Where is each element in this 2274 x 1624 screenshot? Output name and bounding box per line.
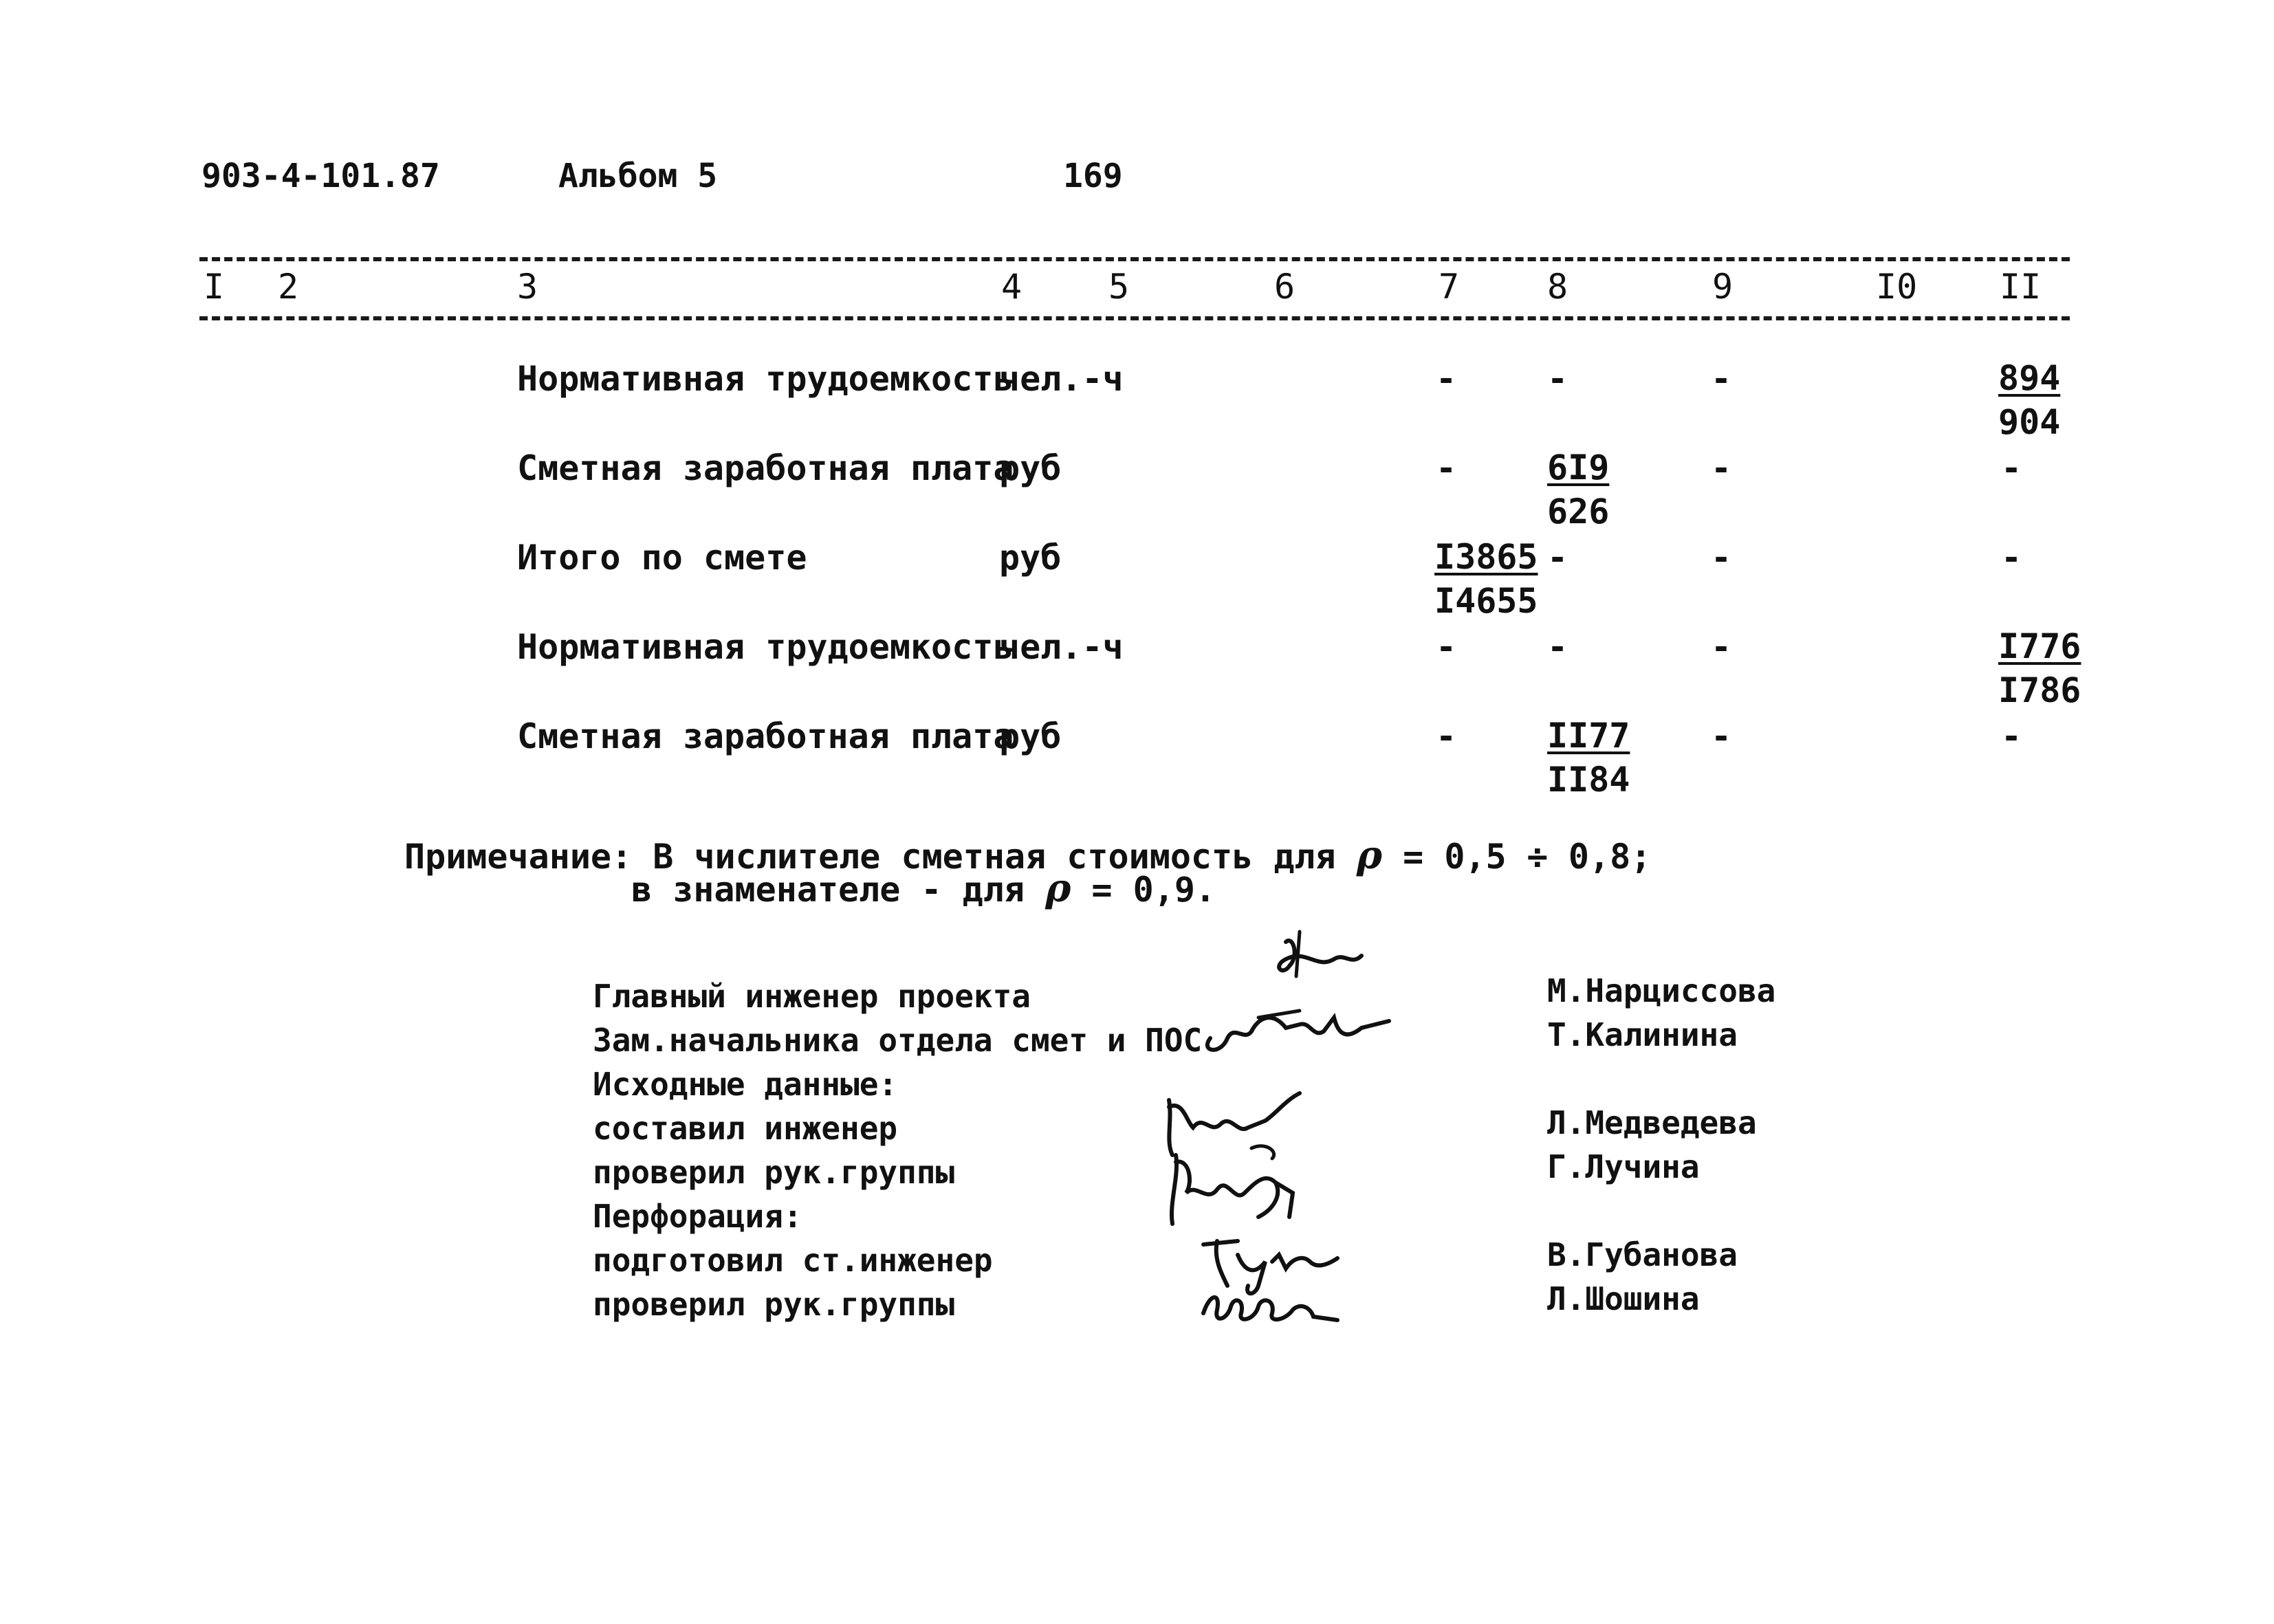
cell-col11: - [2001,538,2022,578]
row-unit: руб [999,716,1062,756]
cell-col8-fraction [1547,446,1609,534]
header-rule-bottom [199,316,2070,320]
numerator: 894 [1998,358,2061,398]
cell-col8-fraction [1547,714,1630,802]
column-number: 3 [517,267,538,307]
numerator: I3865 [1434,537,1538,577]
column-number: I0 [1876,267,1918,307]
denominator: I786 [1998,670,2081,710]
page-number: 169 [1063,157,1123,195]
signature-role: проверил рук.группы [593,1286,955,1323]
album-label: Альбом 5 [558,157,718,195]
note-line2-text: в знаменателе - для [631,870,1025,910]
rho-symbol: ρ [1045,866,1071,911]
cell-col11: - [2001,716,2022,756]
cell-col7: - [1436,716,1457,756]
signer-name: Л.Шошина [1547,1280,1700,1317]
cell-col9: - [1711,627,1732,667]
signature-section: Перфорация: [593,1198,802,1235]
row-label: Нормативная трудоемкость [517,627,1014,667]
row-label: Сметная заработная плата [517,716,1014,756]
signature-section: Исходные данные: [593,1066,898,1103]
cell-col7-fraction [1434,535,1538,623]
cell-col7: - [1436,627,1457,667]
column-number: 4 [1001,267,1023,307]
note-prefix: Примечание: [404,837,633,877]
cell-col8: - [1547,538,1568,578]
column-number: II [2000,267,2042,307]
note-line2 [631,866,1216,911]
cell-col8: - [1547,627,1568,667]
row-label: Итого по смете [517,538,807,578]
handwritten-signature [1196,990,1403,1066]
rho-symbol: ρ [1356,833,1382,878]
signature-role: подготовил ст.инженер [593,1242,993,1279]
column-number: 7 [1439,267,1460,307]
row-unit: руб [999,448,1062,488]
denominator: 626 [1547,492,1610,531]
row-unit: чел.-ч [999,359,1124,399]
handwritten-signature [1155,1141,1334,1238]
denominator: I4655 [1434,581,1538,621]
cell-col9: - [1711,716,1732,756]
column-number: 2 [278,267,299,307]
note-line1-text: В числителе сметная стоимость для [653,837,1336,877]
cell-col9: - [1711,538,1732,578]
signer-name: В.Губанова [1547,1236,1738,1273]
denominator: 904 [1998,402,2061,442]
note-line2-value: = 0,9. [1091,870,1216,910]
note-line1-range: = 0,5 ÷ 0,8; [1403,837,1652,877]
cell-col9: - [1711,448,1732,488]
numerator: I776 [1998,626,2081,666]
denominator: II84 [1547,760,1630,800]
row-unit: руб [999,538,1062,578]
cell-col11: - [2001,448,2022,488]
row-unit: чел.-ч [999,627,1124,667]
signature-role: Главный инженер проекта [593,978,1031,1015]
document-code: 903-4-101.87 [201,157,440,195]
column-number: I [204,267,225,307]
signer-name: Л.Медведева [1547,1104,1757,1141]
cell-col7: - [1436,359,1457,399]
signer-name: М.Нарциссова [1547,972,1776,1009]
signer-name: Г.Лучина [1547,1148,1700,1185]
cell-col8: - [1547,359,1568,399]
numerator: II77 [1547,716,1630,756]
signature-role: проверил рук.группы [593,1154,955,1191]
row-label: Нормативная трудоемкость [517,359,1014,399]
header-rule-top [199,257,2070,261]
row-label: Сметная заработная плата [517,448,1014,488]
column-number: 6 [1274,267,1295,307]
cell-col9: - [1711,359,1732,399]
cell-col7: - [1436,448,1457,488]
numerator: 6I9 [1547,448,1610,487]
column-number: 5 [1108,267,1130,307]
signature-role: составил инженер [593,1110,898,1147]
signer-name: Т.Калинина [1547,1016,1738,1053]
note-block [404,833,1652,878]
cell-col11-fraction [1998,356,2060,444]
column-number: 9 [1712,267,1734,307]
column-number: 8 [1547,267,1568,307]
signature-role: Зам.начальника отдела смет и ПОС [593,1022,1203,1059]
handwritten-signature [1190,1279,1355,1334]
cell-col11-fraction [1998,624,2081,712]
